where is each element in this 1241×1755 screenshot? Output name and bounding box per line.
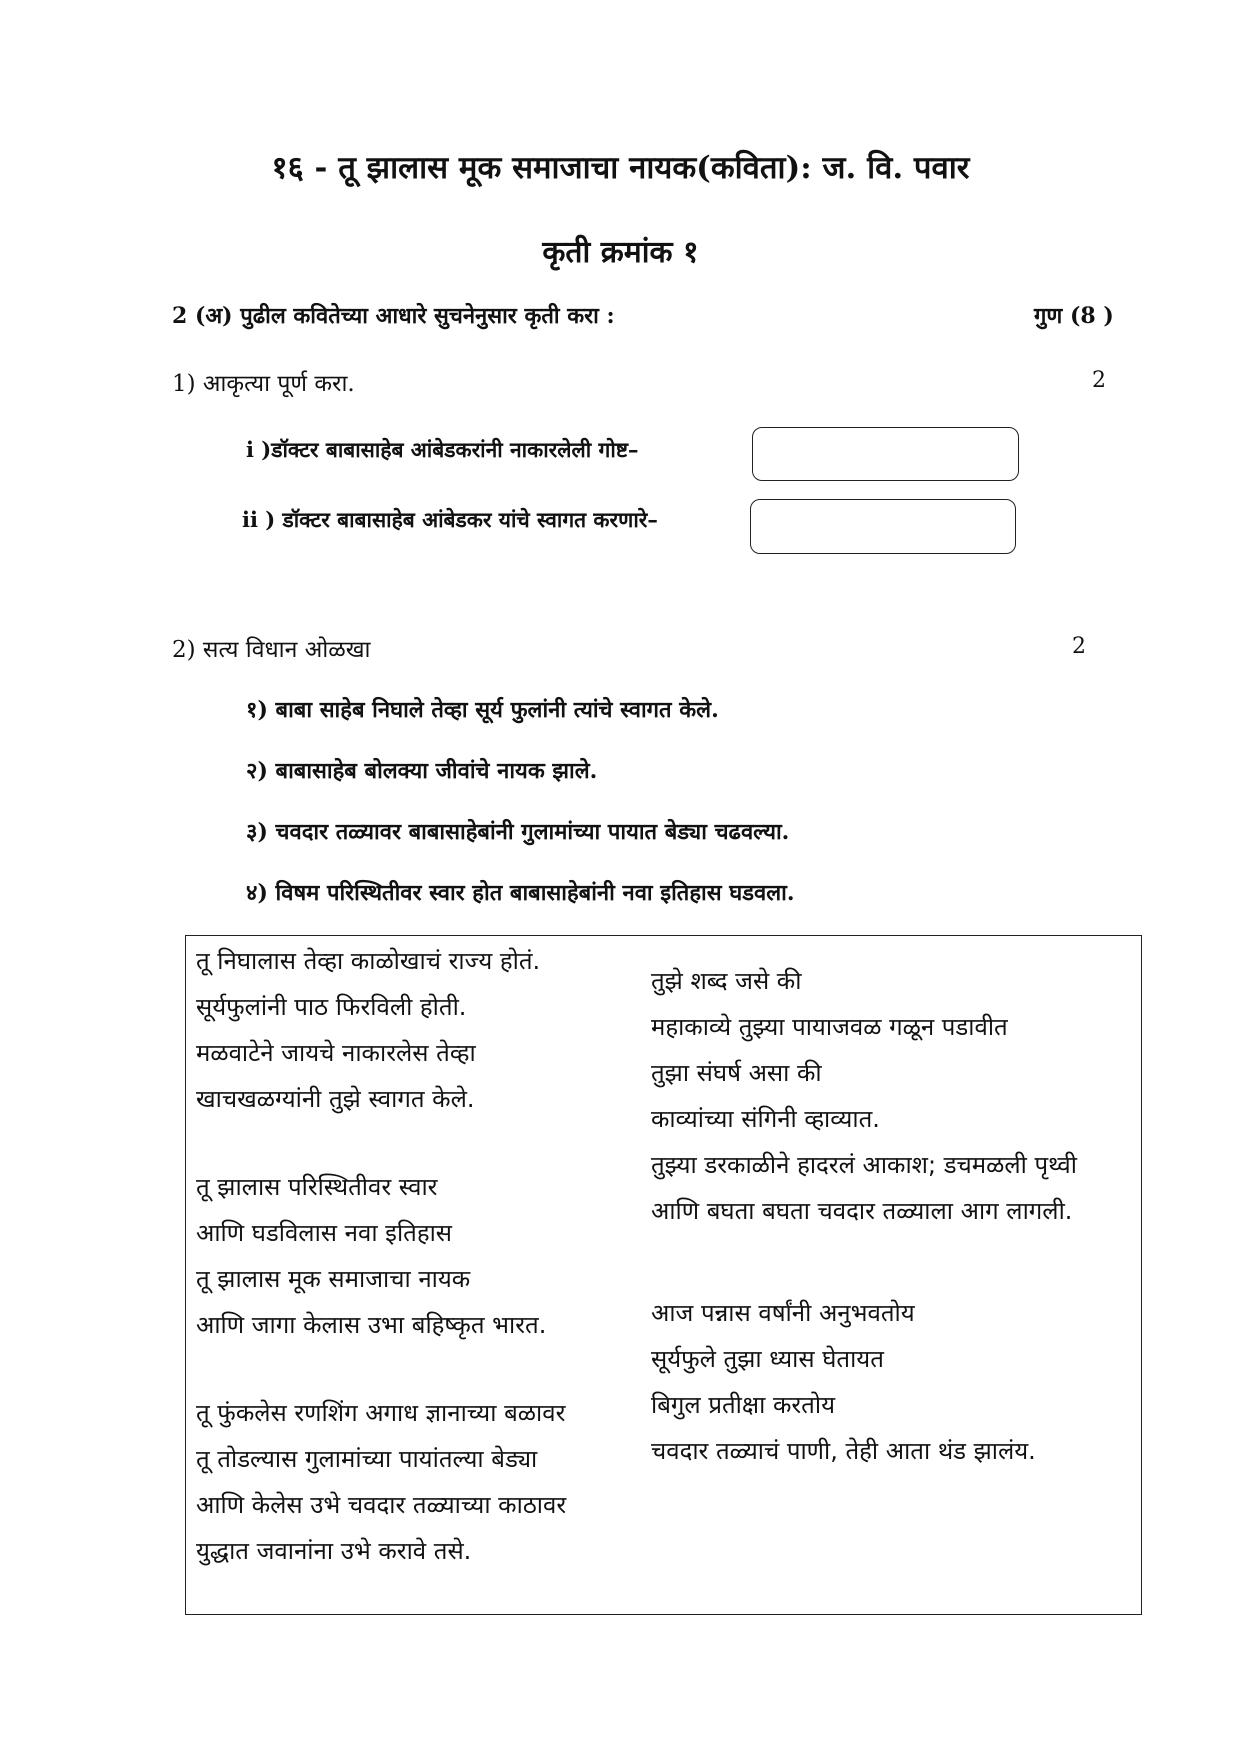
question-marks: गुण (8 ) [1034, 303, 1114, 329]
page-subtitle: कृती क्रमांक १ [542, 235, 699, 270]
poem-line: चवदार तळ्याचं पाणी, तेही आता थंड झालंय. [651, 1437, 1036, 1465]
page-title: १६ - तू झालास मूक समाजाचा नायक(कविता): ज. वि. पवार [271, 150, 970, 186]
poem-left-column [196, 938, 566, 1574]
statement-4: ४) विषम परिस्थितीवर स्वार होत बाबासाहेबांनी नवा इतिहास घडवला. [246, 880, 795, 906]
answer-box-1[interactable] [752, 427, 1019, 481]
part1-label: 1) आकृत्या पूर्ण करा. [172, 371, 355, 397]
part1-marks: 2 [1092, 368, 1106, 393]
poem-line: तू फुंकलेस रणशिंग अगाध ज्ञानाच्या बळावर [196, 1399, 566, 1427]
poem-line: तू निघालास तेव्हा काळोखाचं राज्य होतं. [196, 947, 541, 975]
part1-item-2: ii ) डॉक्टर बाबासाहेब आंबेडकर यांचे स्वागत करणारे– [242, 507, 658, 532]
poem-line: युद्धात जवानांना उभे करावे तसे. [196, 1537, 472, 1565]
poem-box [185, 935, 1142, 1615]
part1-item-1: i )डॉक्टर बाबासाहेब आंबेडकरांनी नाकारलेली गोष्ट– [246, 437, 639, 462]
poem-line: मळवाटेने जायचे नाकारलेस तेव्हा [196, 1039, 476, 1067]
poem-line: आणि केलेस उभे चवदार तळ्याच्या काठावर [196, 1491, 567, 1519]
poem-line: आणि घडविलास नवा इतिहास [196, 1219, 453, 1247]
statement-2: २) बाबासाहेब बोलक्या जीवांचे नायक झाले. [246, 758, 598, 784]
poem-line: तू तोडल्यास गुलामांच्या पायांतल्या बेड्या [196, 1445, 538, 1473]
poem-line: आणि बघता बघता चवदार तळ्याला आग लागली. [651, 1197, 1073, 1225]
poem-line: तुझे शब्द जसे की [651, 967, 802, 995]
poem-line: सूर्यफुलांनी पाठ फिरविली होती. [196, 993, 467, 1021]
poem-line: आज पन्नास वर्षांनी अनुभवतोय [651, 1299, 915, 1327]
poem-line: बिगुल प्रतीक्षा करतोय [651, 1391, 836, 1419]
poem-line: तू झालास परिस्थितीवर स्वार [196, 1173, 438, 1201]
part2-label: 2) सत्य विधान ओळखा [172, 637, 371, 663]
poem-line: काव्यांच्या संगिनी व्हाव्यात. [651, 1105, 880, 1133]
statement-3: ३) चवदार तळ्यावर बाबासाहेबांनी गुलामांच्या पायात बेड्या चढवल्या. [246, 819, 790, 845]
poem-line: तुझा संघर्ष असा की [651, 1059, 822, 1087]
poem-line: आणि जागा केलास उभा बहिष्कृत भारत. [196, 1311, 547, 1339]
question-heading: 2 (अ) पुढील कवितेच्या आधारे सुचनेनुसार कृती करा : [172, 303, 615, 329]
poem-line: महाकाव्ये तुझ्या पायाजवळ गळून पडावीत [651, 1013, 1008, 1041]
statement-1: १) बाबा साहेब निघाले तेव्हा सूर्य फुलांनी त्यांचे स्वागत केले. [246, 697, 719, 723]
poem-line: खाचखळग्यांनी तुझे स्वागत केले. [196, 1085, 475, 1113]
part2-marks: 2 [1072, 634, 1086, 659]
poem-line: तू झालास मूक समाजाचा नायक [196, 1265, 471, 1293]
poem-line: सूर्यफुले तुझा ध्यास घेतायत [651, 1345, 884, 1373]
poem-line: तुझ्या डरकाळीने हादरलं आकाश; डचमळली पृथ्वी [651, 1151, 1077, 1179]
answer-box-2[interactable] [750, 499, 1016, 554]
poem-right-column [651, 958, 1077, 1474]
